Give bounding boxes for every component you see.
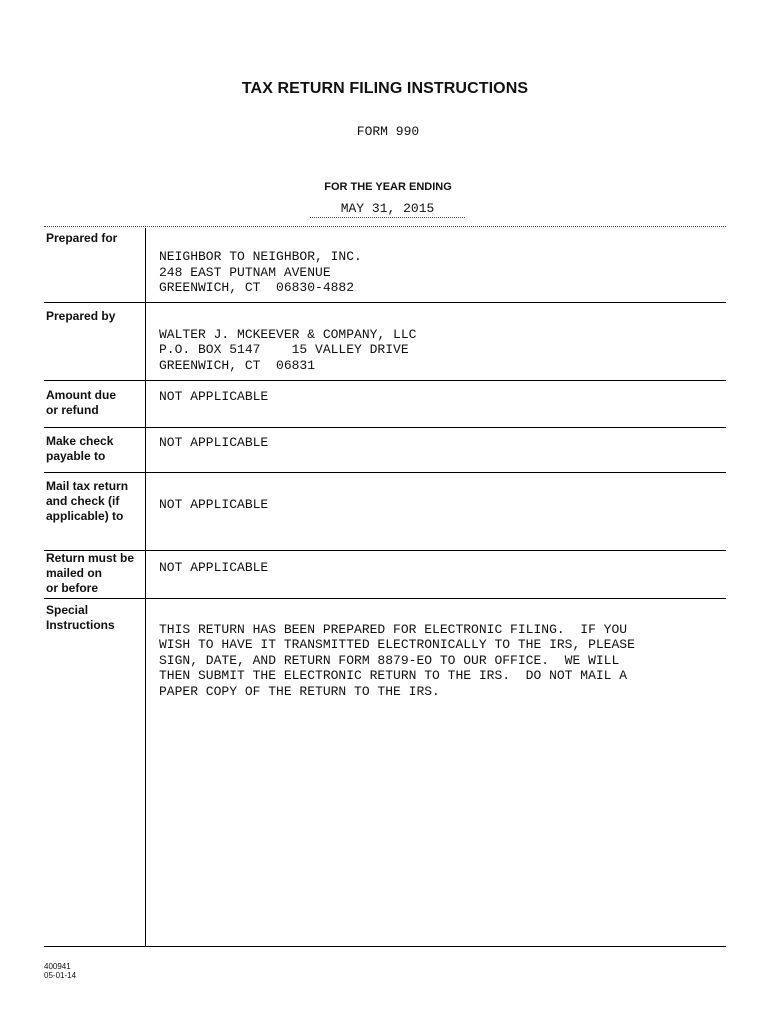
column-divider: [145, 228, 146, 946]
label-line: and check (if: [46, 494, 120, 508]
return-mailed-label: [46, 551, 142, 596]
make-check-label: [46, 434, 142, 464]
page-title: TAX RETURN FILING INSTRUCTIONS: [241, 80, 529, 97]
label-line: payable to: [46, 449, 106, 463]
label-line: or refund: [46, 403, 99, 417]
special-line-2: WISH TO HAVE IT TRANSMITTED ELECTRONICALLY TO THE IRS, PLEASE: [159, 637, 635, 652]
label-line: mailed on: [46, 566, 103, 580]
special-line-4: THEN SUBMIT THE ELECTRONIC RETURN TO THE IRS. DO NOT MAIL A: [159, 668, 628, 683]
label-line: Special: [46, 603, 89, 617]
prepared-for-line-3: GREENWICH, CT 06830-4882: [159, 280, 355, 295]
divider: [44, 550, 726, 551]
bottom-divider: [44, 946, 726, 947]
special-instructions-label: [46, 603, 142, 633]
label-line: Instructions: [46, 618, 115, 632]
label-line: Amount due: [46, 388, 116, 402]
prepared-by-line-3: GREENWICH, CT 06831: [159, 358, 316, 373]
label-line: Return must be: [46, 551, 135, 565]
prepared-for-label: Prepared for: [46, 231, 118, 245]
divider: [44, 427, 726, 428]
divider: [44, 380, 726, 381]
amount-due-label: [46, 388, 142, 418]
footer-date: 05-01-14: [44, 971, 77, 980]
special-line-3: SIGN, DATE, AND RETURN FORM 8879-EO TO OUR OFFICE. WE WILL: [159, 653, 620, 668]
return-mailed-value: NOT APPLICABLE: [159, 560, 269, 575]
amount-due-value: NOT APPLICABLE: [159, 389, 269, 404]
footer-code: 400941: [44, 962, 71, 971]
prepared-by-line-2: P.O. BOX 5147 15 VALLEY DRIVE: [159, 342, 409, 357]
label-line: Mail tax return: [46, 479, 129, 493]
prepared-by-line-1: WALTER J. MCKEEVER & COMPANY, LLC: [159, 327, 417, 342]
prepared-for-line-1: NEIGHBOR TO NEIGHBOR, INC.: [159, 249, 362, 264]
divider: [44, 598, 726, 599]
mail-return-value: NOT APPLICABLE: [159, 497, 269, 512]
year-ending-value: MAY 31, 2015: [310, 200, 465, 218]
top-divider: [44, 226, 726, 227]
special-line-1: THIS RETURN HAS BEEN PREPARED FOR ELECTRONIC FILING. IF YOU: [159, 622, 628, 637]
label-line: or before: [46, 581, 99, 595]
form-footer: [44, 962, 76, 980]
make-check-value: NOT APPLICABLE: [159, 435, 269, 450]
year-ending-label: FOR THE YEAR ENDING: [324, 181, 452, 193]
divider: [44, 302, 726, 303]
prepared-for-line-2: 248 EAST PUTNAM AVENUE: [159, 265, 331, 280]
label-line: Make check: [46, 434, 114, 448]
form-name: FORM 990: [356, 124, 420, 139]
special-line-5: PAPER COPY OF THE RETURN TO THE IRS.: [159, 684, 440, 699]
divider: [44, 472, 726, 473]
prepared-by-label: Prepared by: [46, 309, 116, 323]
mail-return-label: [46, 479, 142, 524]
label-line: applicable) to: [46, 509, 124, 523]
